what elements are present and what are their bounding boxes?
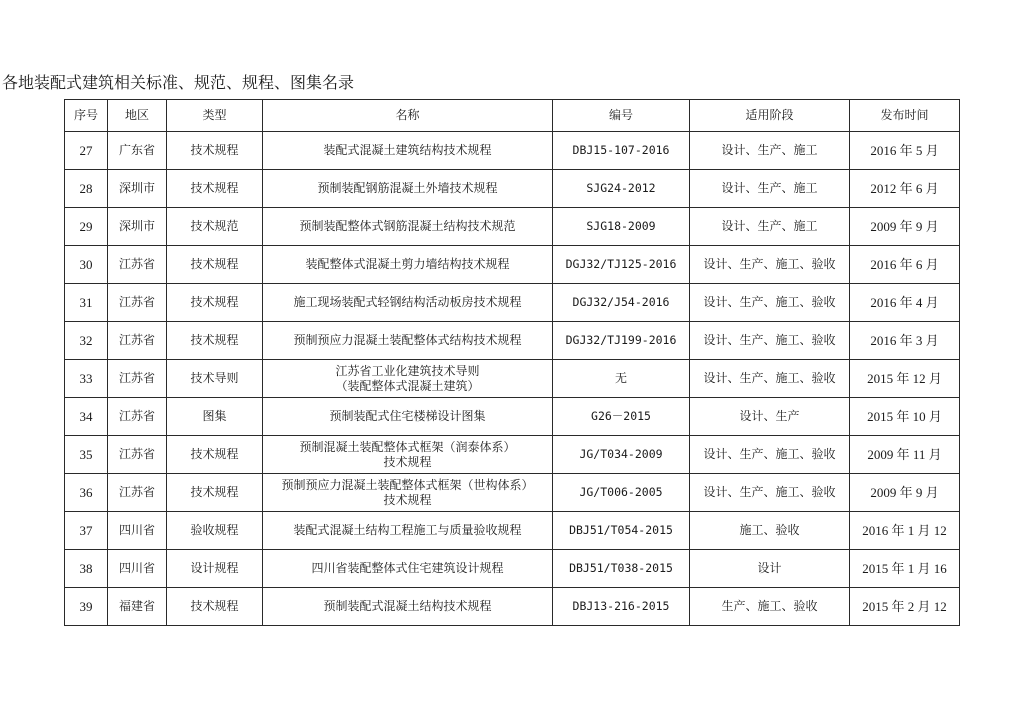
cell-type: 验收规程 [167, 512, 263, 550]
table-row [65, 550, 960, 588]
cell-type: 技术规程 [167, 170, 263, 208]
cell-name [263, 360, 553, 398]
cell-no: 27 [65, 132, 108, 170]
cell-date: 2016 年 5 月 [850, 132, 960, 170]
cell-region: 四川省 [108, 512, 167, 550]
cell-name-line1: 装配式混凝土结构工程施工与质量验收规程 [293, 523, 522, 537]
cell-name-line1: 装配式混凝土建筑结构技术规程 [323, 143, 492, 157]
cell-code: DBJ51/T054-2015 [553, 512, 690, 550]
header-region: 地区 [108, 100, 167, 132]
table-body [65, 132, 960, 626]
cell-region: 江苏省 [108, 360, 167, 398]
cell-name-line2: （装配整体式混凝土建筑） [335, 378, 480, 393]
table-header-row [65, 100, 960, 132]
cell-code: DBJ13-216-2015 [553, 588, 690, 626]
cell-date: 2016 年 4 月 [850, 284, 960, 322]
cell-type: 技术规程 [167, 284, 263, 322]
cell-name-line1: 预制预应力混凝土装配整体式结构技术规程 [293, 333, 522, 347]
cell-stage: 设计、生产、施工、验收 [690, 360, 850, 398]
table-row [65, 284, 960, 322]
cell-type: 技术规程 [167, 132, 263, 170]
cell-no: 34 [65, 398, 108, 436]
cell-name [263, 284, 553, 322]
cell-name-line1: 施工现场装配式轻钢结构活动板房技术规程 [293, 295, 522, 309]
cell-date: 2016 年 1 月 12 [850, 512, 960, 550]
cell-region: 江苏省 [108, 436, 167, 474]
cell-type: 技术规程 [167, 588, 263, 626]
cell-date: 2015 年 1 月 16 [850, 550, 960, 588]
cell-date: 2015 年 10 月 [850, 398, 960, 436]
cell-stage: 设计、生产、施工、验收 [690, 436, 850, 474]
cell-code: SJG24-2012 [553, 170, 690, 208]
cell-region: 江苏省 [108, 284, 167, 322]
cell-name-line2: 技术规程 [383, 492, 432, 507]
cell-no: 32 [65, 322, 108, 360]
cell-name-line1: 预制装配钢筋混凝土外墙技术规程 [317, 181, 498, 195]
cell-stage: 设计、生产 [690, 398, 850, 436]
cell-code: 无 [553, 360, 690, 398]
cell-date: 2015 年 12 月 [850, 360, 960, 398]
cell-code: DBJ15-107-2016 [553, 132, 690, 170]
cell-code: DBJ51/T038-2015 [553, 550, 690, 588]
cell-name [263, 588, 553, 626]
cell-no: 39 [65, 588, 108, 626]
cell-stage: 设计、生产、施工 [690, 132, 850, 170]
header-no: 序号 [65, 100, 108, 132]
standards-table [64, 99, 960, 626]
cell-region: 四川省 [108, 550, 167, 588]
cell-region: 深圳市 [108, 208, 167, 246]
cell-name [263, 512, 553, 550]
cell-name [263, 436, 553, 474]
cell-type: 技术规程 [167, 246, 263, 284]
cell-no: 28 [65, 170, 108, 208]
cell-region: 江苏省 [108, 246, 167, 284]
cell-name-line1: 江苏省工业化建筑技术导则 [335, 363, 480, 378]
header-type: 类型 [167, 100, 263, 132]
cell-stage: 设计、生产、施工、验收 [690, 322, 850, 360]
cell-no: 30 [65, 246, 108, 284]
cell-stage: 设计 [690, 550, 850, 588]
cell-type: 技术规程 [167, 474, 263, 512]
cell-type: 图集 [167, 398, 263, 436]
cell-name-line1: 预制预应力混凝土装配整体式框架（世构体系） [281, 477, 534, 492]
cell-code: SJG18-2009 [553, 208, 690, 246]
table-row [65, 398, 960, 436]
cell-code: DGJ32/J54-2016 [553, 284, 690, 322]
table-row [65, 512, 960, 550]
cell-no: 35 [65, 436, 108, 474]
cell-date: 2009 年 9 月 [850, 208, 960, 246]
cell-stage: 设计、生产、施工、验收 [690, 246, 850, 284]
cell-no: 36 [65, 474, 108, 512]
cell-name-line1: 装配整体式混凝土剪力墙结构技术规程 [305, 257, 510, 271]
header-date: 发布时间 [850, 100, 960, 132]
header-name: 名称 [263, 100, 553, 132]
table-row [65, 588, 960, 626]
cell-name [263, 398, 553, 436]
cell-date: 2015 年 2 月 12 [850, 588, 960, 626]
cell-region: 江苏省 [108, 398, 167, 436]
header-code: 编号 [553, 100, 690, 132]
cell-name [263, 132, 553, 170]
cell-date: 2009 年 11 月 [850, 436, 960, 474]
table-row [65, 436, 960, 474]
cell-region: 江苏省 [108, 322, 167, 360]
cell-name-line1: 四川省装配整体式住宅建筑设计规程 [311, 561, 504, 575]
cell-name-line1: 预制装配整体式钢筋混凝土结构技术规范 [299, 219, 516, 233]
cell-stage: 设计、生产、施工、验收 [690, 284, 850, 322]
cell-type: 技术规范 [167, 208, 263, 246]
document-title: 各地装配式建筑相关标准、规范、规程、图集名录 [2, 73, 355, 92]
cell-name [263, 170, 553, 208]
cell-name [263, 208, 553, 246]
cell-code: DGJ32/TJ125-2016 [553, 246, 690, 284]
cell-region: 广东省 [108, 132, 167, 170]
cell-stage: 设计、生产、施工、验收 [690, 474, 850, 512]
table-row [65, 246, 960, 284]
cell-no: 31 [65, 284, 108, 322]
cell-code: JG/T006-2005 [553, 474, 690, 512]
cell-code: DGJ32/TJ199-2016 [553, 322, 690, 360]
cell-type: 技术规程 [167, 322, 263, 360]
cell-code: JG/T034-2009 [553, 436, 690, 474]
cell-type: 设计规程 [167, 550, 263, 588]
cell-name [263, 322, 553, 360]
cell-region: 福建省 [108, 588, 167, 626]
cell-no: 29 [65, 208, 108, 246]
table-row [65, 208, 960, 246]
cell-name-line1: 预制混凝土装配整体式框架（润泰体系） [299, 439, 516, 454]
table-row [65, 132, 960, 170]
table-row [65, 474, 960, 512]
cell-stage: 设计、生产、施工 [690, 170, 850, 208]
table-row [65, 360, 960, 398]
cell-code: G26－2015 [553, 398, 690, 436]
cell-name-line2: 技术规程 [383, 454, 432, 469]
cell-stage: 生产、施工、验收 [690, 588, 850, 626]
cell-stage: 施工、验收 [690, 512, 850, 550]
cell-date: 2012 年 6 月 [850, 170, 960, 208]
cell-date: 2016 年 3 月 [850, 322, 960, 360]
cell-date: 2009 年 9 月 [850, 474, 960, 512]
cell-name-line1: 预制装配式住宅楼梯设计图集 [329, 409, 486, 423]
cell-name-line1: 预制装配式混凝土结构技术规程 [323, 599, 492, 613]
cell-region: 江苏省 [108, 474, 167, 512]
cell-date: 2016 年 6 月 [850, 246, 960, 284]
cell-no: 33 [65, 360, 108, 398]
cell-stage: 设计、生产、施工 [690, 208, 850, 246]
cell-name [263, 550, 553, 588]
header-stage: 适用阶段 [690, 100, 850, 132]
cell-no: 37 [65, 512, 108, 550]
cell-name [263, 474, 553, 512]
table-row [65, 170, 960, 208]
cell-type: 技术规程 [167, 436, 263, 474]
cell-name [263, 246, 553, 284]
cell-type: 技术导则 [167, 360, 263, 398]
table-row [65, 322, 960, 360]
cell-region: 深圳市 [108, 170, 167, 208]
cell-no: 38 [65, 550, 108, 588]
